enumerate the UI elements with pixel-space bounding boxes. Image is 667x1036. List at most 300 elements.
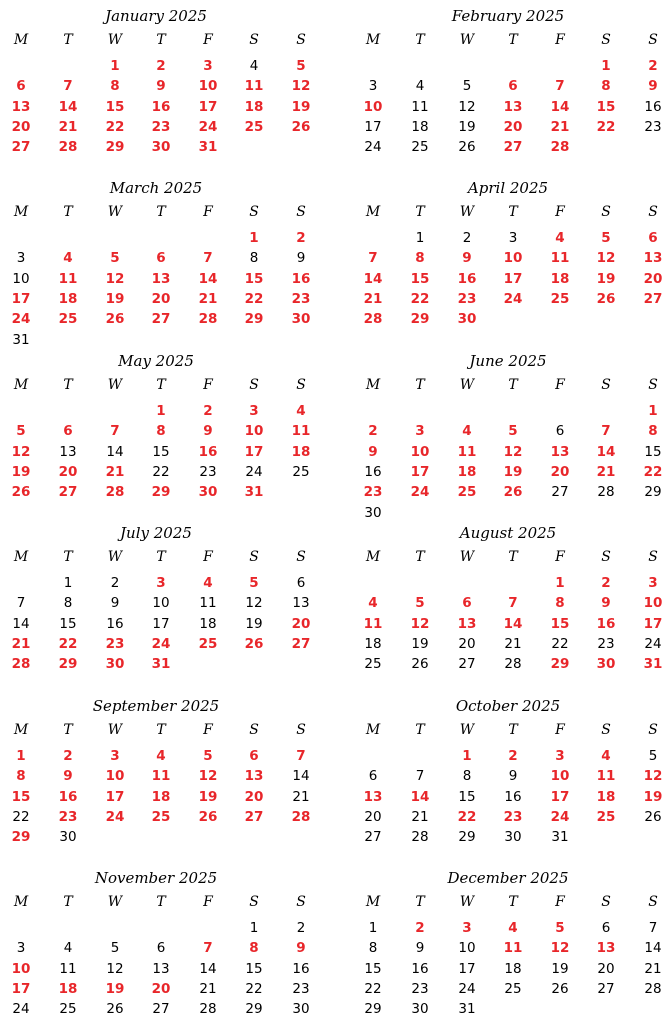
- calendar-day: 3: [110, 748, 120, 764]
- calendar-day: 30: [364, 504, 382, 521]
- calendar-day: 15: [244, 270, 264, 287]
- calendar-day: 11: [151, 768, 171, 785]
- calendar-day: 15: [364, 960, 382, 977]
- month-title: March 2025: [109, 179, 203, 197]
- calendar-day: 16: [291, 270, 311, 287]
- weekday-label: W: [107, 549, 123, 565]
- calendar-day: 18: [550, 270, 570, 287]
- weekday-label: M: [365, 377, 381, 393]
- weekday-label: T: [508, 894, 518, 910]
- calendar-day: 22: [58, 635, 78, 652]
- calendar-day: 1: [555, 575, 565, 591]
- calendar-day: 11: [291, 423, 311, 440]
- calendar-day: 20: [597, 960, 615, 977]
- calendar-day: 18: [151, 788, 171, 805]
- calendar-day: 17: [105, 788, 125, 805]
- calendar-day: 6: [296, 575, 306, 591]
- weekday-label: S: [601, 549, 611, 565]
- calendar-day: 1: [16, 748, 26, 764]
- calendar-day: 27: [551, 484, 569, 501]
- weekday-label: F: [203, 377, 213, 393]
- calendar-day: 30: [198, 484, 218, 501]
- calendar-day: 28: [597, 484, 615, 501]
- calendar-day: 18: [596, 788, 616, 805]
- calendar-day: 24: [151, 635, 171, 652]
- calendar-day: 4: [415, 78, 425, 95]
- weekday-label: T: [156, 549, 166, 565]
- weekday-label: M: [365, 894, 381, 910]
- calendar-day: 20: [151, 980, 171, 997]
- calendar-day: 23: [503, 808, 523, 825]
- weekday-label: T: [415, 204, 425, 220]
- weekday-label: T: [415, 894, 425, 910]
- calendar-day: 25: [59, 1001, 77, 1018]
- calendar-day: 10: [410, 443, 430, 460]
- calendar-day: 31: [643, 656, 663, 673]
- calendar-day: 8: [156, 423, 166, 440]
- calendar-day: 5: [415, 595, 425, 612]
- calendar-day: 12: [198, 768, 218, 785]
- month-title: May 2025: [118, 352, 194, 370]
- calendar-day: 11: [503, 940, 523, 957]
- calendar-day: 2: [296, 230, 306, 246]
- month-block: [352, 176, 664, 346]
- calendar-day: 6: [16, 78, 26, 95]
- calendar-day: 15: [410, 270, 430, 287]
- calendar-day: 30: [504, 829, 522, 846]
- calendar-day: 27: [58, 484, 78, 501]
- calendar-day: 30: [291, 311, 311, 328]
- calendar-day: 19: [551, 960, 569, 977]
- calendar-day: 11: [244, 78, 264, 95]
- calendar-day: 9: [368, 443, 378, 460]
- calendar-day: 11: [457, 443, 477, 460]
- calendar-day: 15: [550, 615, 570, 632]
- calendar-day: 27: [11, 139, 31, 156]
- calendar-day: 23: [199, 463, 217, 480]
- weekday-label: T: [415, 549, 425, 565]
- calendar-day: 10: [503, 250, 523, 267]
- weekday-label: S: [249, 32, 259, 48]
- calendar-day: 12: [245, 595, 263, 612]
- calendar-day: 20: [291, 615, 311, 632]
- calendar-day: 29: [458, 829, 476, 846]
- weekday-label: M: [365, 722, 381, 738]
- calendar-day: 3: [368, 78, 378, 95]
- calendar-day: 21: [363, 290, 383, 307]
- month-block: [0, 521, 312, 691]
- calendar-day: 16: [596, 615, 616, 632]
- calendar-day: 30: [151, 139, 171, 156]
- calendar-day: 18: [58, 290, 78, 307]
- weekday-label: F: [555, 377, 565, 393]
- weekday-label: W: [459, 32, 475, 48]
- calendar-day: 5: [462, 78, 472, 95]
- calendar-day: 9: [296, 940, 306, 957]
- weekday-label: M: [13, 377, 29, 393]
- calendar-day: 1: [156, 403, 166, 419]
- calendar-day: 22: [410, 290, 430, 307]
- calendar-day: 13: [457, 615, 477, 632]
- calendar-day: 4: [63, 940, 73, 957]
- calendar-day: 15: [11, 788, 31, 805]
- month-block: [352, 349, 664, 519]
- calendar-day: 17: [458, 960, 476, 977]
- calendar-day: 9: [648, 78, 658, 95]
- weekday-label: S: [648, 722, 658, 738]
- calendar-day: 4: [203, 575, 213, 591]
- calendar-day: 23: [363, 484, 383, 501]
- calendar-day: 30: [457, 311, 477, 328]
- calendar-day: 21: [198, 290, 218, 307]
- calendar-day: 14: [198, 270, 218, 287]
- calendar-day: 28: [198, 311, 218, 328]
- calendar-day: 7: [63, 78, 73, 95]
- calendar-day: 5: [249, 575, 259, 591]
- calendar-day: 14: [58, 98, 78, 115]
- weekday-label: S: [601, 894, 611, 910]
- calendar-day: 27: [643, 290, 663, 307]
- calendar-day: 17: [11, 290, 31, 307]
- calendar-day: 9: [415, 940, 425, 957]
- calendar-day: 13: [363, 788, 383, 805]
- month-block: [0, 866, 312, 1036]
- calendar-day: 28: [291, 808, 311, 825]
- weekday-label: S: [249, 549, 259, 565]
- calendar-day: 24: [105, 808, 125, 825]
- calendar-day: 18: [199, 615, 217, 632]
- calendar-day: 24: [12, 1001, 30, 1018]
- calendar-day: 20: [550, 463, 570, 480]
- calendar-day: 17: [410, 463, 430, 480]
- calendar-day: 2: [648, 58, 658, 74]
- calendar-day: 13: [244, 768, 264, 785]
- calendar-day: 18: [504, 960, 522, 977]
- calendar-day: 1: [249, 230, 259, 246]
- calendar-day: 29: [151, 484, 171, 501]
- calendar-day: 29: [245, 1001, 263, 1018]
- calendar-day: 22: [551, 635, 569, 652]
- calendar-day: 15: [59, 615, 77, 632]
- calendar-day: 8: [249, 940, 259, 957]
- month-block: [352, 521, 664, 691]
- calendar-day: 12: [458, 98, 476, 115]
- calendar-day: 3: [156, 575, 166, 591]
- calendar-day: 21: [504, 635, 522, 652]
- weekday-label: W: [459, 549, 475, 565]
- calendar-day: 6: [249, 748, 259, 764]
- calendar-day: 18: [244, 98, 264, 115]
- calendar-day: 3: [555, 748, 565, 764]
- calendar-day: 7: [368, 250, 378, 267]
- calendar-day: 13: [292, 595, 310, 612]
- calendar-day: 23: [151, 118, 171, 135]
- weekday-label: S: [249, 204, 259, 220]
- calendar-day: 21: [550, 118, 570, 135]
- weekday-label: T: [156, 722, 166, 738]
- weekday-label: T: [63, 204, 73, 220]
- weekday-label: S: [249, 377, 259, 393]
- calendar-day: 31: [244, 484, 264, 501]
- calendar-day: 10: [11, 960, 31, 977]
- calendar-day: 3: [648, 575, 658, 591]
- calendar-day: 26: [291, 118, 311, 135]
- weekday-label: W: [107, 377, 123, 393]
- calendar-day: 27: [151, 311, 171, 328]
- calendar-day: 11: [411, 98, 429, 115]
- calendar-day: 26: [503, 484, 523, 501]
- calendar-day: 19: [11, 463, 31, 480]
- calendar-day: 20: [364, 808, 382, 825]
- calendar-day: 9: [462, 250, 472, 267]
- calendar-day: 14: [550, 98, 570, 115]
- calendar-day: 17: [244, 443, 264, 460]
- calendar-day: 25: [457, 484, 477, 501]
- calendar-day: 20: [503, 118, 523, 135]
- calendar-day: 3: [462, 920, 472, 936]
- calendar-day: 19: [198, 788, 218, 805]
- weekday-label: S: [648, 549, 658, 565]
- calendar-day: 25: [504, 980, 522, 997]
- calendar-day: 29: [364, 1001, 382, 1018]
- calendar-day: 17: [152, 615, 170, 632]
- calendar-day: 20: [58, 463, 78, 480]
- calendar-day: 16: [151, 98, 171, 115]
- calendar-day: 21: [411, 808, 429, 825]
- calendar-day: 1: [249, 920, 259, 936]
- calendar-day: 14: [199, 960, 217, 977]
- calendar-day: 26: [244, 635, 264, 652]
- calendar-day: 9: [63, 768, 73, 785]
- calendar-day: 5: [508, 423, 518, 440]
- calendar-day: 28: [411, 829, 429, 846]
- weekday-label: M: [13, 204, 29, 220]
- calendar-day: 1: [110, 58, 120, 74]
- calendar-day: 4: [555, 230, 565, 246]
- calendar-day: 8: [368, 940, 378, 957]
- calendar-day: 25: [411, 139, 429, 156]
- calendar-day: 21: [292, 788, 310, 805]
- calendar-day: 19: [245, 615, 263, 632]
- calendar-day: 25: [292, 463, 310, 480]
- calendar-day: 25: [364, 656, 382, 673]
- calendar-day: 10: [643, 595, 663, 612]
- calendar-day: 2: [110, 575, 120, 591]
- calendar-day: 28: [105, 484, 125, 501]
- calendar-day: 27: [291, 635, 311, 652]
- calendar-day: 11: [59, 960, 77, 977]
- weekday-label: F: [203, 722, 213, 738]
- calendar-day: 27: [503, 139, 523, 156]
- weekday-label: S: [249, 894, 259, 910]
- calendar-day: 8: [110, 78, 120, 95]
- calendar-day: 15: [245, 960, 263, 977]
- calendar-day: 9: [296, 250, 306, 267]
- calendar-day: 4: [601, 748, 611, 764]
- calendar-day: 6: [508, 78, 518, 95]
- month-title: October 2025: [455, 697, 561, 715]
- calendar-day: 12: [643, 768, 663, 785]
- calendar-day: 26: [458, 139, 476, 156]
- calendar-day: 17: [11, 980, 31, 997]
- calendar-day: 7: [555, 78, 565, 95]
- weekday-label: F: [203, 894, 213, 910]
- calendar-day: 8: [648, 423, 658, 440]
- weekday-label: S: [296, 549, 306, 565]
- calendar-day: 9: [601, 595, 611, 612]
- calendar-day: 19: [643, 788, 663, 805]
- calendar-day: 10: [458, 940, 476, 957]
- calendar-day: 16: [644, 98, 662, 115]
- weekday-label: T: [508, 722, 518, 738]
- calendar-day: 2: [415, 920, 425, 936]
- calendar-day: 20: [244, 788, 264, 805]
- calendar-day: 16: [58, 788, 78, 805]
- weekday-label: W: [107, 722, 123, 738]
- calendar-day: 17: [198, 98, 218, 115]
- calendar-day: 17: [364, 118, 382, 135]
- weekday-label: T: [156, 894, 166, 910]
- calendar-day: 30: [59, 829, 77, 846]
- calendar-day: 11: [596, 768, 616, 785]
- weekday-label: S: [648, 894, 658, 910]
- weekday-label: S: [648, 377, 658, 393]
- calendar-day: 26: [411, 656, 429, 673]
- calendar-day: 7: [203, 940, 213, 957]
- calendar-day: 8: [249, 250, 259, 267]
- calendar-day: 19: [291, 98, 311, 115]
- calendar-day: 23: [644, 118, 662, 135]
- calendar-day: 5: [110, 250, 120, 267]
- weekday-label: S: [601, 32, 611, 48]
- calendar-day: 6: [63, 423, 73, 440]
- calendar-day: 9: [110, 595, 120, 612]
- calendar-day: 29: [105, 139, 125, 156]
- calendar-day: 6: [555, 423, 565, 440]
- calendar-day: 1: [462, 748, 472, 764]
- calendar-day: 22: [596, 118, 616, 135]
- month-title: November 2025: [94, 869, 218, 887]
- calendar-day: 7: [648, 920, 658, 936]
- calendar-day: 26: [106, 1001, 124, 1018]
- calendar-day: 9: [203, 423, 213, 440]
- calendar-day: 20: [151, 290, 171, 307]
- weekday-label: S: [296, 894, 306, 910]
- weekday-label: M: [13, 549, 29, 565]
- weekday-label: W: [459, 204, 475, 220]
- calendar-day: 2: [508, 748, 518, 764]
- calendar-day: 21: [199, 980, 217, 997]
- calendar-day: 8: [601, 78, 611, 95]
- calendar-day: 20: [458, 635, 476, 652]
- calendar-day: 23: [58, 808, 78, 825]
- calendar-day: 5: [648, 748, 658, 764]
- weekday-label: W: [107, 204, 123, 220]
- calendar-day: 13: [643, 250, 663, 267]
- calendar-day: 6: [156, 250, 166, 267]
- calendar-day: 5: [203, 748, 213, 764]
- calendar-day: 12: [410, 615, 430, 632]
- calendar-day: 25: [198, 635, 218, 652]
- calendar-day: 29: [244, 311, 264, 328]
- calendar-day: 6: [648, 230, 658, 246]
- calendar-day: 20: [11, 118, 31, 135]
- calendar-day: 21: [644, 960, 662, 977]
- calendar-day: 15: [152, 443, 170, 460]
- weekday-label: S: [296, 32, 306, 48]
- calendar-day: 23: [457, 290, 477, 307]
- calendar-day: 8: [462, 768, 472, 785]
- calendar-day: 16: [457, 270, 477, 287]
- calendar-day: 13: [152, 960, 170, 977]
- calendar-day: 10: [550, 768, 570, 785]
- calendar-day: 3: [249, 403, 259, 419]
- calendar-day: 23: [292, 980, 310, 997]
- calendar-day: 25: [58, 311, 78, 328]
- calendar-day: 21: [58, 118, 78, 135]
- calendar-day: 26: [198, 808, 218, 825]
- calendar-day: 10: [198, 78, 218, 95]
- calendar-day: 2: [601, 575, 611, 591]
- month-block: [0, 4, 312, 174]
- calendar-day: 7: [110, 423, 120, 440]
- calendar-day: 6: [156, 940, 166, 957]
- calendar-day: 24: [11, 311, 31, 328]
- calendar-day: 8: [16, 768, 26, 785]
- calendar-day: 19: [105, 980, 125, 997]
- calendar-day: 31: [12, 331, 30, 348]
- calendar-day: 13: [503, 98, 523, 115]
- calendar-day: 15: [458, 788, 476, 805]
- calendar-day: 30: [411, 1001, 429, 1018]
- calendar-day: 12: [11, 443, 31, 460]
- calendar-day: 26: [551, 980, 569, 997]
- calendar-day: 10: [152, 595, 170, 612]
- calendar-day: 26: [11, 484, 31, 501]
- calendar-day: 19: [105, 290, 125, 307]
- calendar-day: 2: [156, 58, 166, 74]
- calendar-day: 8: [63, 595, 73, 612]
- calendar-day: 12: [291, 78, 311, 95]
- calendar-day: 25: [244, 118, 264, 135]
- calendar-day: 28: [504, 656, 522, 673]
- calendar-day: 2: [368, 423, 378, 440]
- calendar-day: 27: [597, 980, 615, 997]
- weekday-label: W: [459, 722, 475, 738]
- calendar-day: 7: [415, 768, 425, 785]
- weekday-label: T: [508, 32, 518, 48]
- calendar-day: 13: [596, 940, 616, 957]
- calendar-day: 22: [245, 980, 263, 997]
- calendar-day: 1: [368, 920, 378, 936]
- month-title: June 2025: [469, 352, 547, 370]
- weekday-label: T: [415, 722, 425, 738]
- calendar-day: 1: [63, 575, 73, 591]
- weekday-label: T: [63, 722, 73, 738]
- weekday-label: F: [203, 204, 213, 220]
- calendar-day: 14: [410, 788, 430, 805]
- calendar-day: 4: [368, 595, 378, 612]
- month-block: [0, 176, 312, 346]
- calendar-day: 6: [462, 595, 472, 612]
- calendar-day: 1: [601, 58, 611, 74]
- calendar-day: 13: [59, 443, 77, 460]
- weekday-label: S: [601, 204, 611, 220]
- calendar-day: 24: [245, 463, 263, 480]
- calendar-day: 12: [106, 960, 124, 977]
- calendar-day: 28: [199, 1001, 217, 1018]
- calendar-day: 18: [411, 118, 429, 135]
